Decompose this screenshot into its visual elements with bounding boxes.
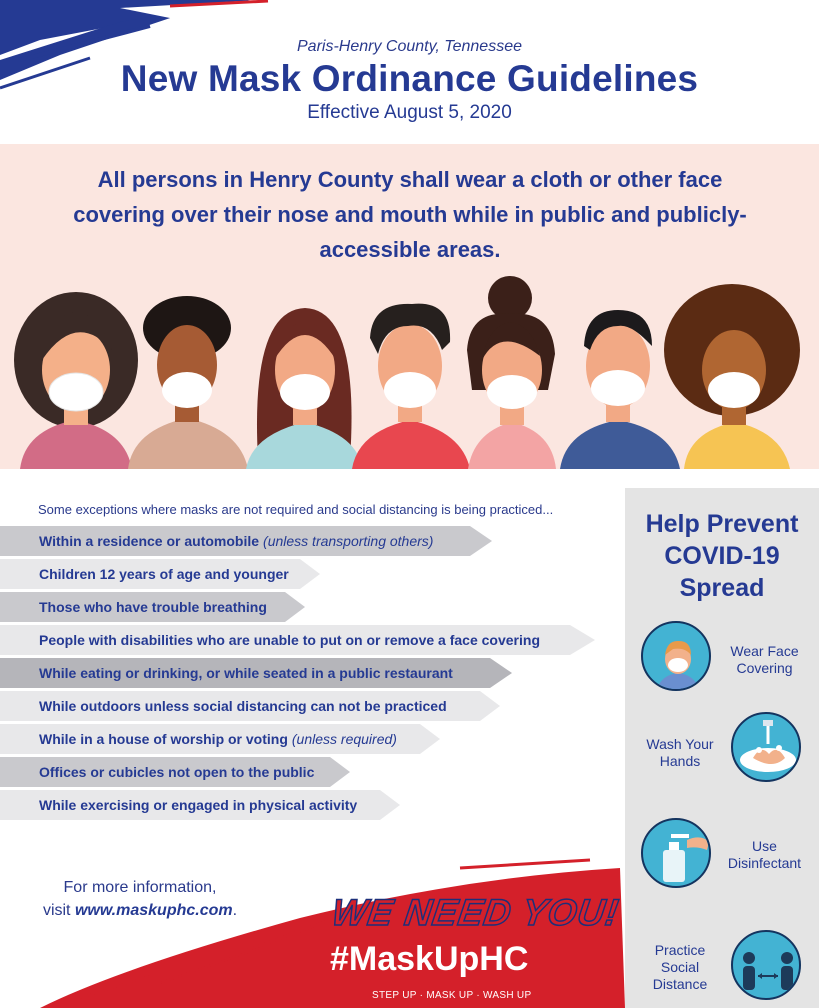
masked-people-illustration [0,270,819,469]
person-illustration-6 [560,310,680,469]
more-information: For more information, visit www.maskuphc.com. [30,876,250,922]
exception-text: While outdoors unless social distancing can not be practiced [39,698,447,714]
exception-text: While eating or drinking, or while seated in a public restaurant [39,665,453,681]
face-mask-icon [641,621,711,691]
exception-item-eating [0,658,453,688]
exception-text: People with disabilities who are unable to put on or remove a face covering [39,632,540,648]
exception-item-worship [0,724,397,754]
hand-washing-icon [731,712,801,782]
page-title: New Mask Ordinance Guidelines [120,58,699,99]
person-illustration-1 [14,292,138,469]
exception-text: Within a residence or automobile [39,533,260,549]
exception-note: (unless required) [291,731,397,747]
more-info-line: For more information, [63,879,217,896]
exception-item-offices [0,757,314,787]
step-up-mask-up-wash-up: STEP UP · MASK UP · WASH UP [372,990,532,1001]
banner-statement: All persons in Henry County shall wear a cloth or other face covering over their nose and mouth while in public and publicly-accessible areas. [73,167,747,262]
location-subtitle: Paris-Henry County, Tennessee [297,38,522,55]
tip-label-practice-social-distance: Practice Social Distance [652,942,708,992]
exception-item-disabilities [0,625,540,655]
person-illustration-4 [352,304,470,469]
social-distance-icon [731,930,801,1000]
exception-text: Children 12 years of age and younger [39,566,289,582]
exception-item-residence [0,526,433,556]
person-illustration-3 [246,308,362,469]
tip-label-wash-your-hands: Wash Your Hands [646,736,714,769]
exception-item-breathing [0,592,267,622]
person-illustration-7 [664,284,800,469]
exception-item-children [0,559,289,589]
tip-label-use-disinfectant: Use Disinfectant [727,838,802,871]
tip-label-wear-face-covering: Wear Face Covering [730,643,799,676]
website-link[interactable]: www.maskuphc.com [74,902,233,919]
exception-text: While exercising or engaged in physical activity [39,797,358,813]
exceptions-intro: Some exceptions where masks are not required and social distancing is being practiced... [38,502,554,517]
exception-item-outdoors [0,691,447,721]
effective-date: Effective August 5, 2020 [307,102,512,123]
prevention-panel-title: Help Prevent COVID-19 Spread [645,510,799,602]
sanitizer-icon [641,818,711,888]
exception-text: Offices or cubicles not open to the public [39,764,315,780]
hashtag: #MaskUpHC [330,940,529,978]
exception-text: While in a house of worship or voting [39,731,288,747]
exception-text: Those who have trouble breathing [39,599,267,615]
person-illustration-5 [467,276,556,469]
more-info-visit: visit [42,902,75,919]
exception-item-exercising [0,790,357,820]
exception-note: (unless transporting others) [263,533,434,549]
person-illustration-2 [128,296,248,469]
we-need-you-slogan: WE NEED YOU! [329,892,622,933]
